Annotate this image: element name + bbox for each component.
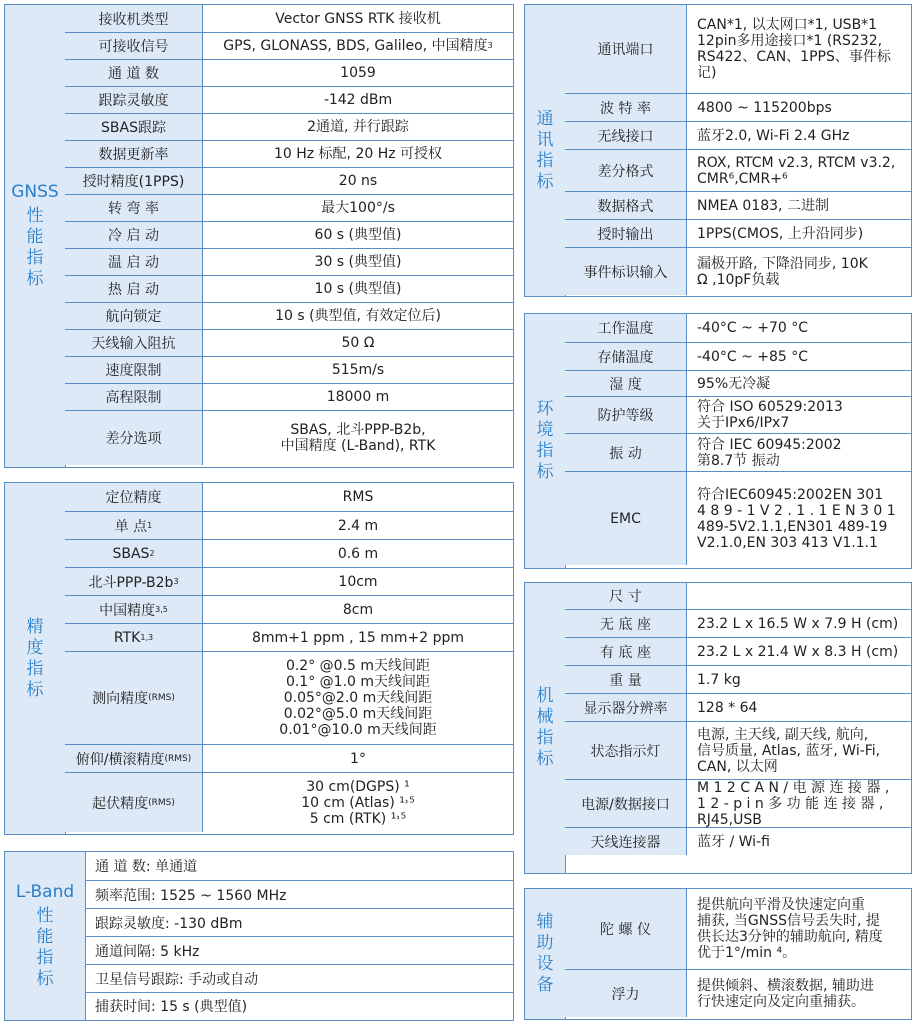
gnss-label <box>65 5 203 32</box>
lband-title-en: L-Band <box>15 882 75 902</box>
env-label <box>565 397 687 433</box>
gnss-title-zh: 性能指标 <box>26 206 44 289</box>
env-value <box>687 434 911 471</box>
env-label <box>565 314 687 342</box>
precision-label: 中国精度 3,5 <box>65 596 203 623</box>
env-title-zh: 环境指标 <box>536 399 554 482</box>
env-value <box>687 314 911 342</box>
comm-title-zh: 通讯指标 <box>536 108 554 192</box>
mech-label-text: 状态指示灯 <box>590 743 661 760</box>
gnss-value-text: 50 Ω <box>341 335 375 351</box>
gnss-value-text: 60 s (典型值) <box>314 227 402 243</box>
aux-title-zh: 辅助设备 <box>536 912 554 995</box>
precision-value <box>203 483 513 511</box>
gnss-value <box>203 114 513 140</box>
gnss-value-text: Vector GNSS RTK 接收机 <box>275 10 441 27</box>
comm-label <box>565 5 687 93</box>
gnss-row <box>65 302 513 329</box>
gnss-label <box>65 222 203 248</box>
env-label <box>565 472 687 565</box>
gnss-row <box>65 32 513 59</box>
comm-value <box>687 5 911 93</box>
mech-row <box>565 779 911 827</box>
mech-label-text: 重 量 <box>609 672 642 689</box>
gnss-value-text: 10 s (典型值, 有效定位后) <box>275 308 441 324</box>
precision-value-text: 0.6 m <box>337 545 379 562</box>
env-value <box>687 343 911 370</box>
env-value-text: 符合IEC60945:2002EN 301 4 8 9 - 1 V 2 . 1 . 1 E N 3 0 1 489-5V2.1.1,EN301 489-19 V2.1.0,EN 303 413 V1.1.1 <box>697 486 896 551</box>
aux-value <box>687 889 911 969</box>
comm-category <box>525 5 566 296</box>
precision-label: RTK 1,3 <box>65 624 203 651</box>
gnss-label-text: SBAS跟踪 <box>101 120 166 136</box>
gnss-label-text: 通 道 数 <box>108 66 159 82</box>
mech-row <box>565 693 911 721</box>
gnss-row <box>65 221 513 248</box>
aux-label-text: 浮力 <box>611 986 640 1003</box>
gnss-value <box>203 330 513 356</box>
lband-item: 频率范围: 1525 ~ 1560 MHz <box>95 887 287 904</box>
mech-value <box>687 722 911 779</box>
gnss-label <box>65 33 203 59</box>
gnss-row <box>65 140 513 167</box>
mech-label-text: 无 底 座 <box>600 616 651 633</box>
env-category <box>525 314 566 568</box>
env-label <box>565 371 687 396</box>
aux-section <box>524 888 912 1020</box>
mech-value-text: M 1 2 C A N / 电 源 连 接 器 , 1 2 - p i n 多 功 能 连 接 器 , RJ45,USB <box>697 779 890 828</box>
mech-label-text: 电源/数据接口 <box>581 796 670 813</box>
gnss-label-text: 可接收信号 <box>98 39 169 55</box>
precision-label-small: (RMS) <box>164 753 192 764</box>
mech-value-text: 蓝牙 / Wi-fi <box>697 833 770 850</box>
mech-row <box>565 721 911 779</box>
comm-value <box>687 94 911 121</box>
gnss-value <box>203 357 513 383</box>
env-label-text: 湿 度 <box>609 376 642 393</box>
precision-label <box>65 652 203 744</box>
gnss-row <box>65 275 513 302</box>
comm-section <box>524 4 912 297</box>
gnss-value-text: 10 s (典型值) <box>314 281 402 297</box>
gnss-label <box>65 303 203 329</box>
gnss-label <box>65 168 203 194</box>
mech-value <box>687 610 911 637</box>
comm-value-text: 1PPS(CMOS, 上升沿同步) <box>697 225 864 242</box>
gnss-value <box>203 60 513 86</box>
precision-label-text: 定位精度 <box>105 490 162 506</box>
comm-label-text: 数据格式 <box>597 198 654 215</box>
lband-row <box>85 936 513 964</box>
comm-value-text: 4800 ~ 115200bps <box>697 99 832 116</box>
gnss-label-text: 授时精度(1PPS) <box>82 174 185 190</box>
env-label <box>565 434 687 471</box>
mech-label <box>565 780 687 827</box>
gnss-label <box>65 411 203 465</box>
comm-label <box>565 150 687 191</box>
comm-row <box>565 5 911 93</box>
comm-row <box>565 93 911 121</box>
gnss-label-text: 天线输入阻抗 <box>91 336 176 352</box>
precision-label: 北斗PPP-B2b 3 <box>65 568 203 595</box>
comm-label-text: 事件标识输入 <box>583 264 668 281</box>
gnss-value-text: 10 Hz 标配, 20 Hz 可授权 <box>273 146 443 162</box>
mech-label-text: 天线连接器 <box>590 834 661 851</box>
gnss-value <box>203 5 513 32</box>
env-label <box>565 343 687 370</box>
comm-label-text: 波 特 率 <box>600 100 651 117</box>
precision-label-text: 俯仰/横滚精度 <box>75 751 165 768</box>
mech-label <box>565 828 687 855</box>
lband-row <box>85 908 513 936</box>
precision-row <box>65 595 513 623</box>
gnss-row <box>65 113 513 140</box>
gnss-label-text: 温 启 动 <box>108 255 159 271</box>
env-value-text: -40°C ~ +70 °C <box>697 320 809 336</box>
gnss-label-text: 航向锁定 <box>105 309 162 325</box>
gnss-label <box>65 60 203 86</box>
gnss-title-en: GNSS <box>11 182 59 202</box>
env-value-text: -40°C ~ +85 °C <box>697 348 809 365</box>
aux-value-text: 提供倾斜、横滚数据, 辅助进 行快速定向及定向重捕获。 <box>697 977 874 1010</box>
env-row <box>565 370 911 396</box>
lband-row <box>85 852 513 880</box>
precision-value <box>203 652 513 744</box>
gnss-label <box>65 249 203 275</box>
mech-label-text: 显示器分辨率 <box>583 700 668 717</box>
gnss-value <box>203 222 513 248</box>
precision-value <box>203 773 513 832</box>
gnss-value-text: SBAS, 北斗PPP-B2b, 中国精度 (L-Band), RTK <box>280 422 436 454</box>
comm-row <box>565 121 911 149</box>
precision-title-zh: 精度指标 <box>26 616 44 700</box>
comm-label-text: 差分格式 <box>597 163 654 180</box>
gnss-value <box>203 384 513 410</box>
gnss-value-text: 18000 m <box>326 389 390 405</box>
env-value-text: 符合 ISO 60529:2013 关于IPx6/IPx7 <box>697 399 843 431</box>
gnss-category <box>5 5 66 467</box>
precision-row <box>65 744 513 772</box>
lband-item: 通道间隔: 5 kHz <box>95 943 200 960</box>
gnss-value-text: 1059 <box>340 65 376 81</box>
precision-label-text: RTK <box>113 629 141 646</box>
comm-value-text: 蓝牙2.0, Wi-Fi 2.4 GHz <box>697 127 850 144</box>
mech-value <box>687 666 911 693</box>
precision-value <box>203 540 513 567</box>
env-value-text: 95%无冷凝 <box>697 375 771 392</box>
gnss-value-text: 2通道, 并行跟踪 <box>307 119 409 135</box>
gnss-value-text: -142 dBm <box>323 92 393 108</box>
precision-value-text: 1° <box>350 750 366 767</box>
env-label-text: 工作温度 <box>597 321 654 337</box>
precision-value-text: 8mm+1 ppm , 15 mm+2 ppm <box>251 629 465 646</box>
precision-value-text: 10cm <box>338 573 378 590</box>
gnss-value <box>203 411 513 465</box>
precision-row <box>65 483 513 511</box>
gnss-label-text: 热 启 动 <box>108 282 159 298</box>
mech-value <box>687 694 911 721</box>
precision-value-text: 8cm <box>342 601 374 618</box>
precision-section <box>4 482 514 835</box>
gnss-value-text: 20 ns <box>338 173 378 189</box>
gnss-row <box>65 167 513 194</box>
gnss-value-text: 最大100°/s <box>321 200 395 216</box>
precision-value-text: RMS <box>342 489 374 505</box>
comm-value-text: ROX, RTCM v2.3, RTCM v3.2, CMR⁶,CMR+⁶ <box>697 154 896 187</box>
gnss-label <box>65 195 203 221</box>
gnss-label-text: 转 弯 率 <box>108 201 159 217</box>
env-section <box>524 313 912 569</box>
comm-value-text: CAN*1, 以太网口*1, USB*1 12pin多用途接口*1 (RS232, RS422、CAN、1PPS、事件标 记) <box>697 17 891 81</box>
comm-row <box>565 149 911 191</box>
lband-section <box>4 851 514 1021</box>
gnss-label-text: 冷 启 动 <box>108 228 159 244</box>
gnss-value-text: 515m/s <box>331 362 385 378</box>
mech-section <box>524 582 912 874</box>
gnss-label-text: 数据更新率 <box>98 147 169 163</box>
lband-row <box>85 964 513 992</box>
gnss-value <box>203 276 513 302</box>
mech-label <box>565 694 687 721</box>
mech-row <box>565 827 911 855</box>
mech-value-text: 23.2 L x 16.5 W x 7.9 H (cm) <box>697 615 899 632</box>
precision-value <box>203 512 513 539</box>
gnss-value <box>203 249 513 275</box>
lband-row <box>85 880 513 908</box>
env-label-text: 防护等级 <box>597 408 654 424</box>
lband-row <box>85 992 513 1019</box>
precision-row <box>65 623 513 651</box>
gnss-label-text: 跟踪灵敏度 <box>98 93 169 109</box>
gnss-value <box>203 168 513 194</box>
comm-row <box>565 247 911 295</box>
precision-label <box>65 773 203 832</box>
gnss-row <box>65 59 513 86</box>
lband-title-zh: 性能指标 <box>36 906 54 989</box>
gnss-label <box>65 384 203 410</box>
precision-row <box>65 651 513 744</box>
mech-row <box>565 583 911 609</box>
comm-value <box>687 248 911 295</box>
env-row <box>565 471 911 565</box>
gnss-row <box>65 5 513 32</box>
aux-row <box>565 969 911 1017</box>
gnss-label <box>65 330 203 356</box>
gnss-value <box>203 87 513 113</box>
precision-value <box>203 568 513 595</box>
gnss-section <box>4 4 514 468</box>
precision-label <box>65 745 203 772</box>
gnss-label-text: 速度限制 <box>105 363 162 379</box>
precision-row <box>65 567 513 595</box>
comm-label <box>565 192 687 219</box>
precision-label-text: 单 点 <box>114 518 148 535</box>
precision-label-text: 北斗PPP-B2b <box>88 574 174 591</box>
gnss-value <box>203 303 513 329</box>
precision-label-text: 中国精度 <box>99 602 156 619</box>
gnss-row <box>65 248 513 275</box>
mech-label <box>565 722 687 779</box>
mech-value-text: 23.2 L x 21.4 W x 8.3 H (cm) <box>697 643 899 660</box>
gnss-row <box>65 410 513 465</box>
mech-category <box>525 583 566 873</box>
env-row <box>565 433 911 471</box>
aux-value-text: 提供航向平滑及快速定向重 捕获, 当GNSS信号丢失时, 提 供长达3分钟的辅助航向, 精度 优于1°/min ⁴。 <box>697 897 883 961</box>
mech-row <box>565 637 911 665</box>
gnss-label <box>65 357 203 383</box>
comm-value <box>687 220 911 247</box>
env-value <box>687 371 911 396</box>
comm-label <box>565 122 687 149</box>
gnss-value-text: GPS, GLONASS, BDS, Galileo, 中国精度 <box>223 38 488 54</box>
precision-row <box>65 772 513 832</box>
precision-value-text: 0.2° @0.5 m天线间距 0.1° @1.0 m天线间距 0.05°@2.0 m天线间距 0.02°@5.0 m天线间距 0.01°@10.0 m天线间距 <box>279 658 437 738</box>
precision-label: 单 点 1 <box>65 512 203 539</box>
comm-value-text: NMEA 0183, 二进制 <box>697 197 829 214</box>
lband-item: 捕获时间: 15 s (典型值) <box>95 999 248 1015</box>
gnss-value-text: 30 s (典型值) <box>314 254 402 270</box>
precision-label-text: 起伏精度 <box>92 795 149 812</box>
aux-label <box>565 970 687 1017</box>
env-value <box>687 472 911 565</box>
gnss-row <box>65 383 513 410</box>
gnss-value <box>203 195 513 221</box>
aux-row <box>565 889 911 969</box>
mech-label <box>565 666 687 693</box>
comm-label <box>565 94 687 121</box>
comm-label <box>565 220 687 247</box>
gnss-label <box>65 114 203 140</box>
lband-item: 跟踪灵敏度: -130 dBm <box>95 915 243 932</box>
precision-value <box>203 745 513 772</box>
precision-value-text: 30 cm(DGPS) ¹ 10 cm (Atlas) ¹˒⁵ 5 cm (RTK) ¹˒⁵ <box>301 778 415 827</box>
env-label-text: 存储温度 <box>597 349 654 366</box>
mech-value-text: 128 * 64 <box>697 699 758 716</box>
precision-value <box>203 624 513 651</box>
lband-category <box>5 852 86 1020</box>
env-row <box>565 314 911 342</box>
aux-category <box>525 889 566 1019</box>
env-value <box>687 397 911 433</box>
gnss-label-text: 高程限制 <box>105 390 162 406</box>
lband-item: 卫星信号跟踪: 手动或自动 <box>95 971 259 988</box>
mech-value-text: 1.7 kg <box>697 671 741 688</box>
env-row <box>565 396 911 433</box>
comm-row <box>565 191 911 219</box>
gnss-value: GPS, GLONASS, BDS, Galileo, 中国精度 3 <box>223 38 493 54</box>
env-label-text: 振 动 <box>609 445 642 462</box>
precision-row <box>65 511 513 539</box>
comm-label <box>565 248 687 295</box>
comm-value <box>687 192 911 219</box>
mech-row <box>565 609 911 637</box>
precision-label-small: (RMS) <box>148 693 175 703</box>
precision-label-small: (RMS) <box>148 797 175 808</box>
mech-value-text: 电源, 主天线, 副天线, 航向, 信号质量, Atlas, 蓝牙, Wi-Fi, CAN, 以太网 <box>697 726 881 775</box>
gnss-row <box>65 86 513 113</box>
precision-value-text: 2.4 m <box>337 517 379 534</box>
comm-value-text: 漏极开路, 下降沿同步, 10K Ω ,10pF负载 <box>697 255 868 288</box>
mech-row <box>565 665 911 693</box>
precision-label-text: 测向精度 <box>92 691 149 707</box>
mech-label <box>565 638 687 665</box>
env-label-text: EMC <box>610 510 641 527</box>
mech-value <box>687 828 911 855</box>
comm-label-text: 通讯端口 <box>597 42 654 58</box>
precision-label: SBAS 2 <box>65 540 203 567</box>
gnss-label <box>65 141 203 167</box>
precision-value <box>203 596 513 623</box>
gnss-label-text: 接收机类型 <box>98 11 169 28</box>
comm-value <box>687 122 911 149</box>
precision-row <box>65 539 513 567</box>
mech-label-text: 有 底 座 <box>600 644 651 661</box>
mech-label <box>565 610 687 637</box>
precision-label <box>65 483 203 511</box>
comm-row <box>565 219 911 247</box>
lband-item: 通 道 数: 单通道 <box>95 859 198 875</box>
gnss-label <box>65 87 203 113</box>
comm-label-text: 授时输出 <box>597 226 654 243</box>
env-row <box>565 342 911 370</box>
gnss-row <box>65 194 513 221</box>
gnss-label <box>65 276 203 302</box>
mech-value <box>687 780 911 827</box>
aux-value <box>687 970 911 1017</box>
mech-label-text: 尺 寸 <box>609 589 642 605</box>
precision-label-text: SBAS <box>112 545 150 562</box>
precision-category <box>5 483 66 834</box>
mech-value <box>687 583 911 609</box>
mech-label <box>565 583 687 609</box>
gnss-row <box>65 356 513 383</box>
aux-label-text: 陀 螺 仪 <box>600 922 651 938</box>
aux-label <box>565 889 687 969</box>
mech-title-zh: 机械指标 <box>536 686 554 769</box>
comm-label-text: 无线接口 <box>597 128 654 145</box>
comm-value <box>687 150 911 191</box>
mech-value <box>687 638 911 665</box>
env-value-text: 符合 IEC 60945:2002 第8.7节 振动 <box>697 436 842 469</box>
gnss-value <box>203 141 513 167</box>
gnss-row <box>65 329 513 356</box>
gnss-label-text: 差分选项 <box>105 431 162 447</box>
